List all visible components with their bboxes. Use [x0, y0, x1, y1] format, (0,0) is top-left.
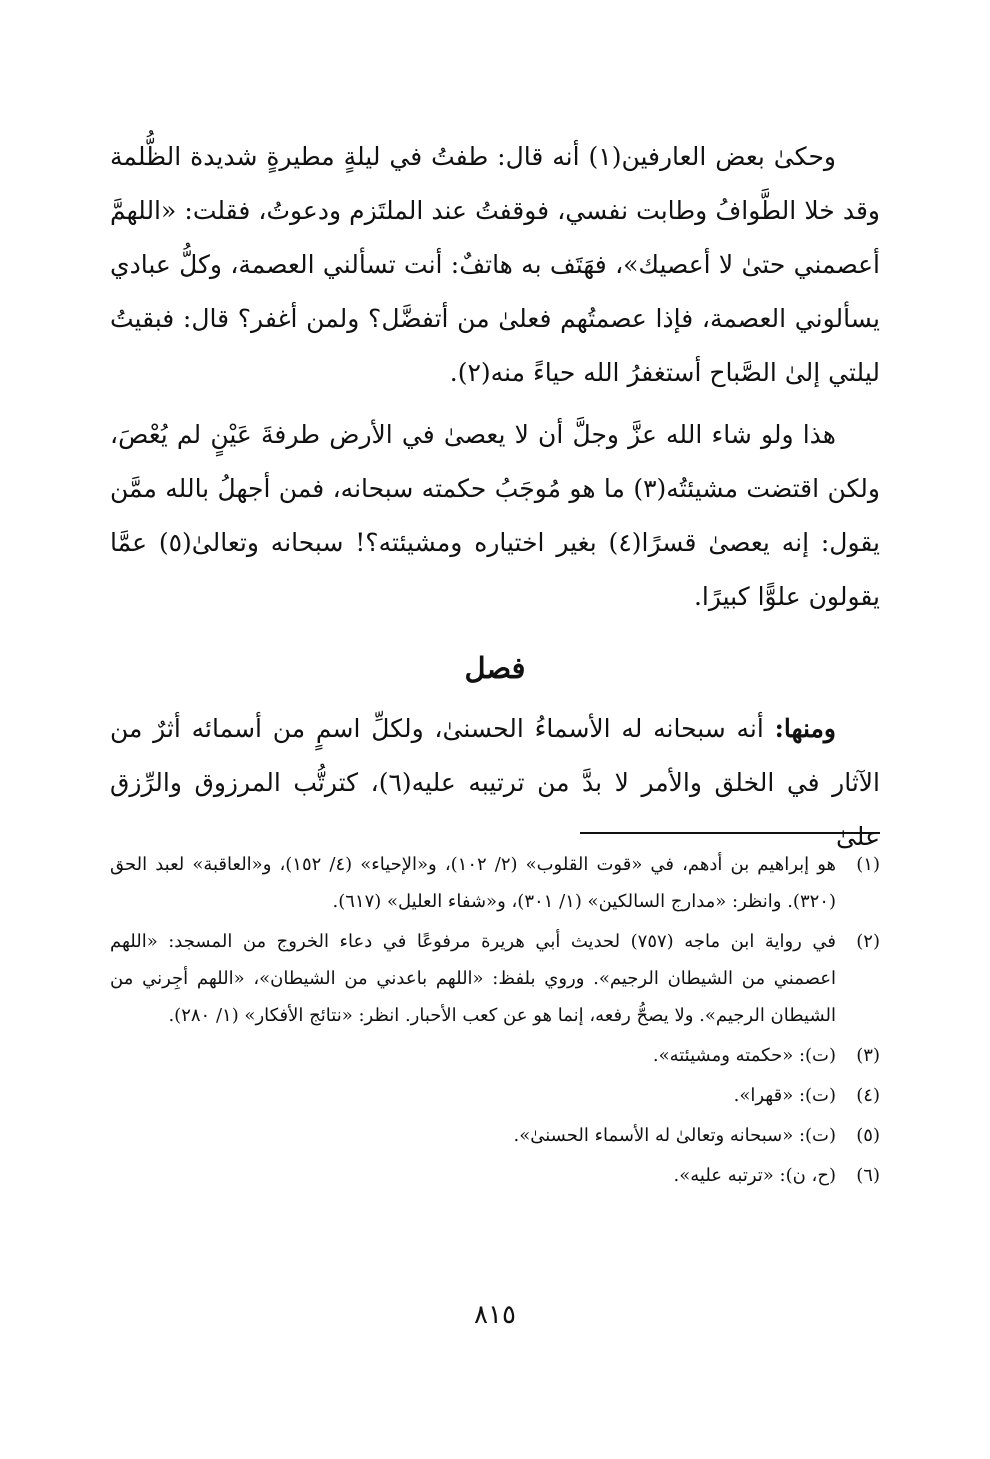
- footnote-text: في رواية ابن ماجه (٧٥٧) لحديث أبي هريرة مرفوعًا في دعاء الخروج من المسجد: «اللهم اعصمني من الشيطان الرجيم». وروي بلفظ: «اللهم باعدني من الشيطان»، «اللهم أجِرني من الشيطان الرجيم». ولا يصحُّ رفعه، إنما هو عن كعب الأحبار. انظر: «نتائج الأفكار» (١/ ٢٨٠).: [110, 931, 836, 1026]
- footnote-text: (ت): «قهرا».: [733, 1085, 836, 1106]
- footnote-text: هو إبراهيم بن أدهم، في «قوت القلوب» (٢/ ١٠٢)، و«الإحياء» (٤/ ١٥٢)، و«العاقبة» لعبد الحق (٣٢٠). وانظر: «مدارج السالكين» (١/ ٣٠١)، و«شفاء العليل» (٦١٧).: [110, 854, 837, 912]
- footnote-number: (٢): [856, 931, 880, 952]
- footnote-divider: [580, 832, 880, 834]
- section-lead: ومنها:: [774, 714, 836, 743]
- section-heading: فصل: [464, 651, 526, 685]
- section-paragraph-text: أنه سبحانه له الأسماءُ الحسنىٰ، ولكلِّ اسمٍ من أسمائه أثرٌ من الآثار في الخلق والأمر لا بدَّ من ترتيبه عليه(٦)، كترتُّب المرزوق والرِّزق علىٰ: [110, 714, 880, 851]
- footnote-number: (٤): [856, 1085, 880, 1106]
- footnote: [110, 1077, 880, 1114]
- footnote-number: (٥): [856, 1125, 880, 1146]
- footnote-number: (١): [856, 854, 880, 875]
- footnote: [110, 1037, 880, 1074]
- footnote-text: (ح، ن): «ترتبه عليه».: [673, 1165, 836, 1186]
- footnote-text: (ت): «سبحانه وتعالىٰ له الأسماء الحسنىٰ».: [513, 1125, 836, 1146]
- footnote: [110, 1157, 880, 1194]
- footnote: [110, 1117, 880, 1154]
- page-number: ٨١٥: [474, 1300, 516, 1330]
- footnote-number: (٣): [856, 1045, 880, 1066]
- body-paragraph: هذا ولو شاء الله عزَّ وجلَّ أن لا يعصىٰ في الأرض طرفةَ عَيْنٍ لم يُعْصَ، ولكن اقتضت مشيئتُه(٣) ما هو مُوجَبُ حكمته سبحانه، فمن أجهلُ بالله ممَّن يقول: إنه يعصىٰ قسرًا(٤) بغير اختياره ومشيئته؟! سبحانه وتعالىٰ(٥) عمَّا يقولون علوًّا كبيرًا.: [110, 420, 880, 611]
- footnote: [110, 846, 880, 920]
- footnote: [110, 923, 880, 1034]
- main-text: [110, 130, 880, 864]
- footnote-text: (ت): «حكمته ومشيئته».: [652, 1045, 836, 1066]
- body-paragraph: وحكىٰ بعض العارفين(١) أنه قال: طفتُ في ليلةٍ مطيرةٍ شديدة الظُّلمة وقد خلا الطَّوافُ وطابت نفسي، فوقفتُ عند الملتَزم ودعوتُ، فقلت: «اللهمَّ أعصمني حتىٰ لا أعصيك»، فهَتَف به هاتفٌ: أنت تسألني العصمة، وكلُّ عبادي يسألوني العصمة، فإذا عصمتُهم فعلىٰ من أتفضَّل؟ ولمن أغفر؟ قال: فبقيتُ ليلتي إلىٰ الصَّباح أستغفرُ الله حياءً منه(٢).: [110, 142, 880, 387]
- section-paragraph: [110, 702, 880, 864]
- footnote-number: (٦): [856, 1165, 880, 1186]
- footnotes: [110, 846, 880, 1197]
